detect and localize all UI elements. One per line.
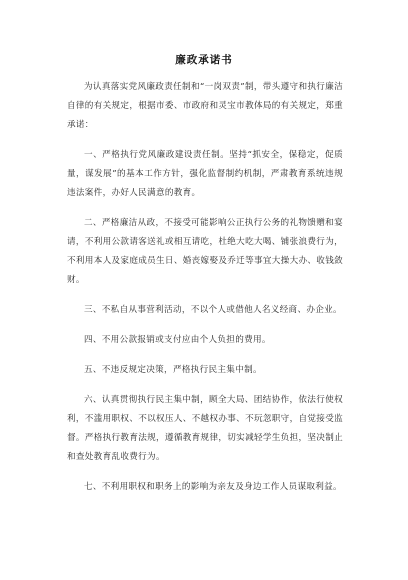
commitment-paragraph-5: 五、不违反规定决策，严格执行民主集中制。: [84, 365, 262, 375]
commitment-paragraph-2: 二、严格廉洁从政，不接受可能影响公正执行公务的礼物馈赠和宴请，不利用公款请客送礼或相互请吃，杜绝大吃大喝、铺张浪费行为，不利用本人及家庭成员生日、婚丧嫁娶及乔迁等事宜大操大办、收钱敛财。: [67, 218, 343, 285]
document-title: 廉政承诺书: [175, 54, 233, 66]
document-body: [67, 78, 343, 508]
intro-paragraph: 为认真落实党风廉政责任制和“一岗双责”制，带头遵守和执行廉洁自律的有关规定，根据市委、市政府和灵宝市教体局的有关规定，郑重承诺：: [67, 82, 343, 130]
commitment-paragraph-6: 六、认真贯彻执行民主集中制，顾全大局、团结协作，依法行使权利，不滥用职权、不以权压人、不越权办事、不玩忽职守，自觉接受监督。严格执行教育法规，遵循教育规律，切实减轻学生负担，坚决制止和查处教育乱收费行为。: [67, 395, 343, 462]
commitment-paragraph-1: 一、严格执行党风廉政建设责任制。坚持“抓安全，保稳定，促质量，谋发展”的基本工作方针，强化监督制约机制，严肃教育系统违规违法案件，办好人民满意的教育。: [67, 150, 343, 198]
commitment-paragraph-4: 四、不用公款报销或支付应由个人负担的费用。: [84, 335, 271, 345]
commitment-paragraph-7: 七、不利用职权和职务上的影响为亲友及身边工作人员谋取利益。: [84, 482, 342, 492]
commitment-paragraph-3: 三、不私自从事营利活动，不以个人或借他人名义经商、办企业。: [84, 305, 342, 315]
